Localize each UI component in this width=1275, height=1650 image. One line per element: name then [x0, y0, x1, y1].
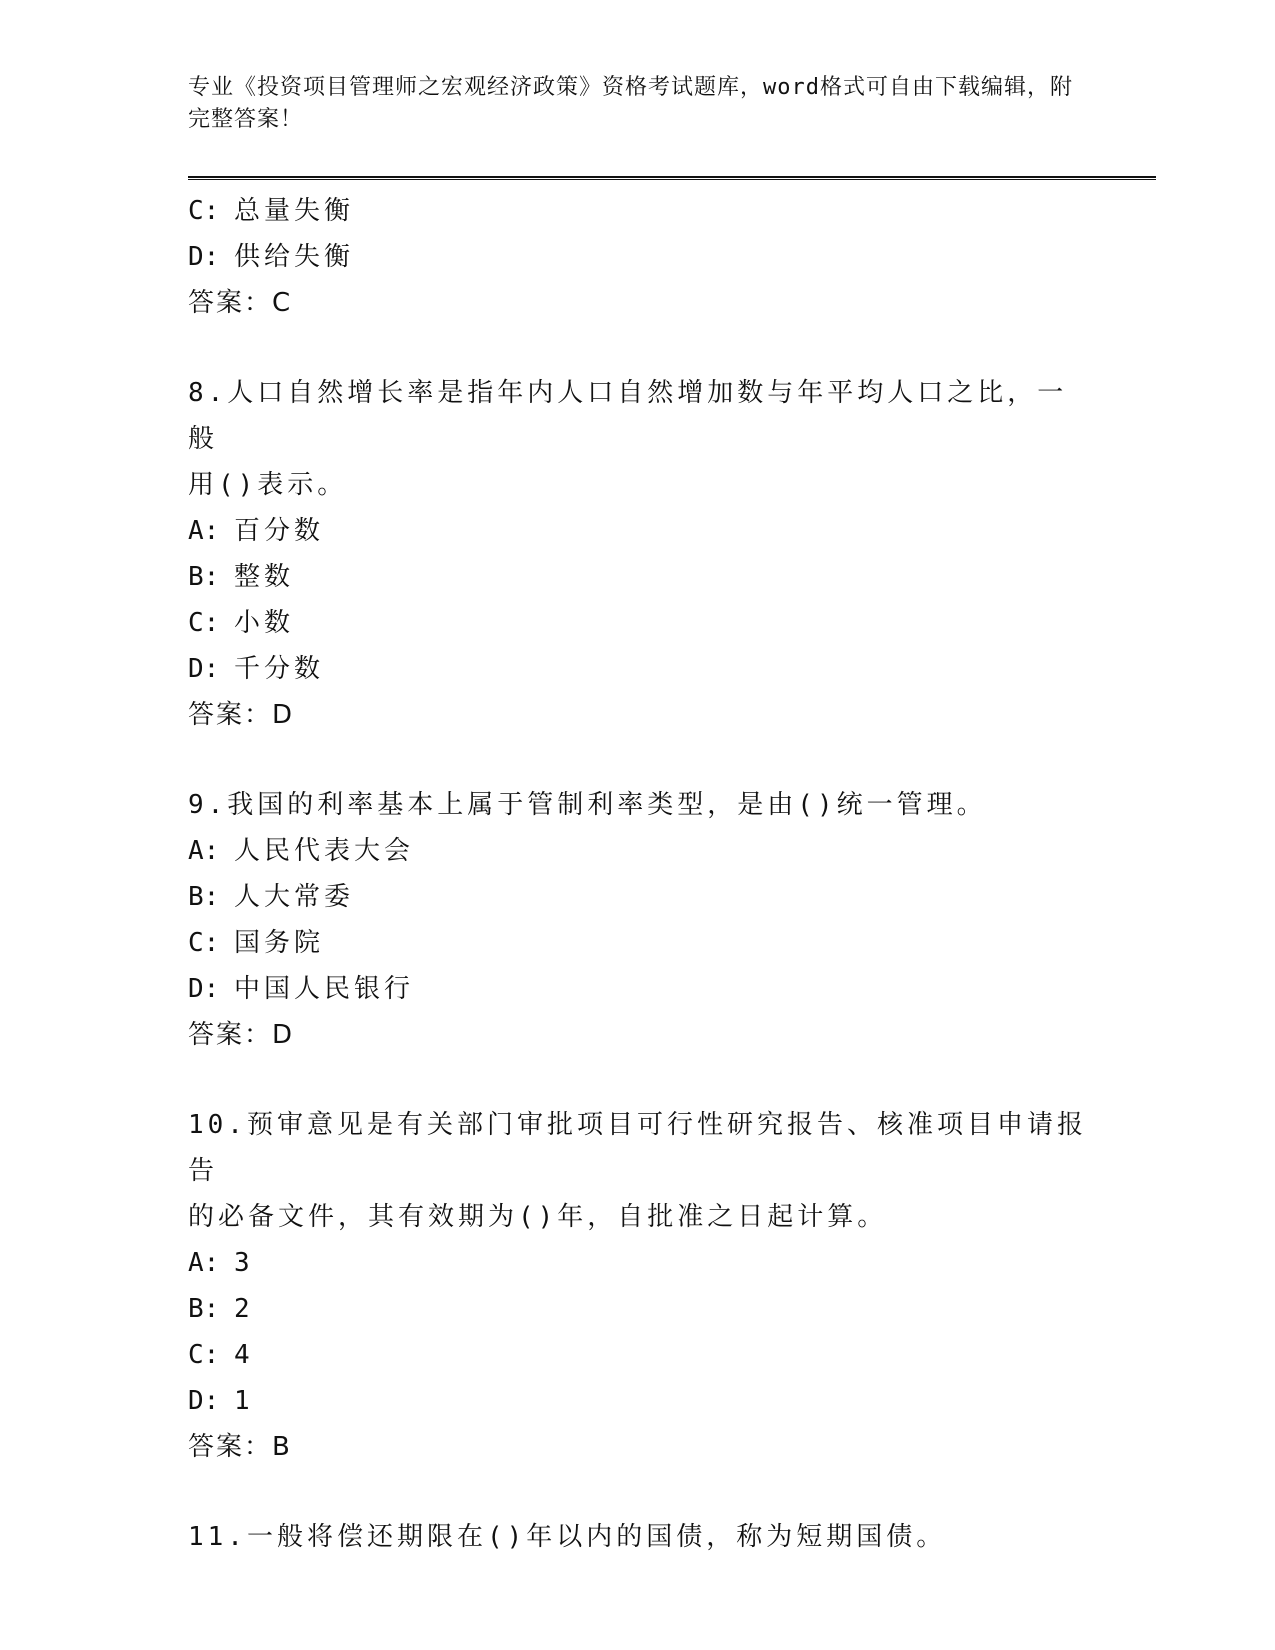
option-text: 百分数: [234, 516, 325, 546]
option-a: [188, 828, 1088, 874]
option-letter: A:: [188, 516, 220, 546]
option-a: [188, 508, 1088, 554]
option-text: 4: [234, 1340, 254, 1370]
option-c: [188, 1332, 1088, 1378]
question-stem: 8.人口自然增长率是指年内人口自然增加数与年平均人口之比，一般: [188, 378, 1068, 454]
option-c: [188, 600, 1088, 646]
question-stem: 11.一般将偿还期限在()年以内的国债，称为短期国债。: [188, 1522, 947, 1552]
question-7-continued: [188, 188, 1088, 326]
option-d: [188, 646, 1088, 692]
option-b: [188, 554, 1088, 600]
answer: 答案：D: [188, 700, 295, 730]
option-d: [188, 234, 1088, 280]
option-letter: C:: [188, 196, 220, 226]
option-text: 人大常委: [234, 882, 355, 912]
answer: 答案：B: [188, 1432, 292, 1462]
option-letter: B:: [188, 1294, 220, 1324]
option-text: 供给失衡: [234, 242, 355, 272]
option-text: 人民代表大会: [234, 836, 415, 866]
question-stem: 10.预审意见是有关部门审批项目可行性研究报告、核准项目申请报告: [188, 1110, 1087, 1186]
option-b: [188, 1286, 1088, 1332]
question-stem: 的必备文件，其有效期为()年，自批准之日起计算。: [188, 1202, 888, 1232]
option-text: 国务院: [234, 928, 325, 958]
option-text: 小数: [234, 608, 295, 638]
option-a: [188, 1240, 1088, 1286]
option-letter: D:: [188, 242, 220, 272]
question-stem: 9.我国的利率基本上属于管制利率类型，是由()统一管理。: [188, 790, 987, 820]
question-stem: 用()表示。: [188, 470, 348, 500]
question-list: [188, 188, 1088, 1560]
answer: 答案：C: [188, 288, 293, 318]
option-c: [188, 188, 1088, 234]
option-d: [188, 966, 1088, 1012]
question-8: [188, 370, 1088, 738]
option-text: 总量失衡: [234, 196, 355, 226]
option-letter: C:: [188, 1340, 220, 1370]
option-letter: B:: [188, 562, 220, 592]
option-text: 1: [234, 1386, 254, 1416]
question-11: [188, 1514, 1088, 1560]
option-letter: A:: [188, 1248, 220, 1278]
option-letter: A:: [188, 836, 220, 866]
option-text: 中国人民银行: [234, 974, 415, 1004]
option-b: [188, 874, 1088, 920]
question-10: [188, 1102, 1088, 1470]
option-letter: D:: [188, 1386, 220, 1416]
header-divider: [188, 176, 1156, 180]
option-c: [188, 920, 1088, 966]
option-letter: D:: [188, 974, 220, 1004]
option-text: 千分数: [234, 654, 325, 684]
option-letter: C:: [188, 928, 220, 958]
option-text: 整数: [234, 562, 295, 592]
option-letter: C:: [188, 608, 220, 638]
option-letter: D:: [188, 654, 220, 684]
answer: 答案：D: [188, 1020, 295, 1050]
document-header: 专业《投资项目管理师之宏观经济政策》资格考试题库，word格式可自由下载编辑，附完整答案！: [188, 75, 1073, 132]
option-text: 3: [234, 1248, 254, 1278]
question-9: [188, 782, 1088, 1058]
option-letter: B:: [188, 882, 220, 912]
option-text: 2: [234, 1294, 254, 1324]
option-d: [188, 1378, 1088, 1424]
